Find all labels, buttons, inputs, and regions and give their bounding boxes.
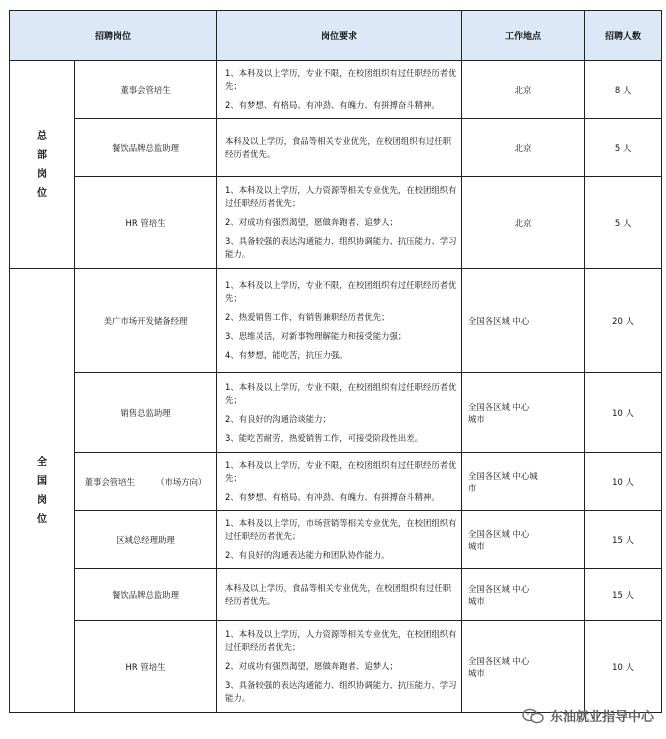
requirement-item: 2、热爱销售工作，有销售兼职经历者优先； xyxy=(225,312,390,322)
count-cell: 5 人 xyxy=(585,177,662,269)
position-cell: 餐饮品牌总监助理 xyxy=(75,119,217,177)
location-cell: 全国各区域 中心 城市 xyxy=(462,511,585,569)
requirements-cell xyxy=(217,373,462,453)
requirement-item: 1、本科及以上学历，人力资源等相关专业优先，在校团组织有过任职经历者优先； xyxy=(225,629,457,652)
requirements-cell xyxy=(217,569,462,621)
recruitment-table xyxy=(9,10,662,713)
requirements-cell xyxy=(217,621,462,713)
requirement-item: 2、有良好的沟通洽谈能力； xyxy=(225,413,331,424)
location-cell: 全国各区域 中心 xyxy=(462,269,585,373)
table-header-row xyxy=(10,11,662,61)
requirement-item: 2、有梦想、有格局、有冲劲、有魄力、有拼搏奋斗精神。 xyxy=(225,492,440,502)
count-cell: 5 人 xyxy=(585,119,662,177)
location-cell: 北京 xyxy=(462,177,585,269)
location-cell: 全国各区域 中心 城市 xyxy=(462,373,585,453)
position-cell: 区域总经理助理 xyxy=(75,511,217,569)
location-cell: 全国各区域 中心 城市 xyxy=(462,621,585,713)
header-position: 招聘岗位 xyxy=(10,11,217,61)
requirements-cell xyxy=(217,269,462,373)
requirements-cell xyxy=(217,511,462,569)
count-cell: 10 人 xyxy=(585,373,662,453)
requirement-item: 1、本科及以上学历，专业不限，在校团组织有过任职经历者优先； xyxy=(225,460,457,483)
table-row xyxy=(10,269,662,373)
requirement-item: 1、本科及以上学历，专业不限，在校团组织有过任职经历者优先； xyxy=(225,280,457,303)
requirement-item: 1、本科及以上学历，专业不限，在校团组织有过任职经历者优先； xyxy=(225,381,457,405)
position-cell: 董事会管培生 （市场方向） xyxy=(75,453,217,511)
table-row xyxy=(10,569,662,621)
watermark-text: 东油就业指导中心 xyxy=(549,710,654,725)
location-cell: 北京 xyxy=(462,61,585,119)
header-count: 招聘人数 xyxy=(585,11,662,61)
requirement-item: 1、本科及以上学历，专业不限，在校团组织有过任职经历者优先； xyxy=(225,68,457,91)
table-row xyxy=(10,177,662,269)
requirements-cell xyxy=(217,177,462,269)
count-cell: 15 人 xyxy=(585,569,662,621)
count-cell: 20 人 xyxy=(585,269,662,373)
table-row xyxy=(10,61,662,119)
group-label xyxy=(10,61,75,269)
requirements-cell xyxy=(217,453,462,511)
position-cell: 餐饮品牌总监助理 xyxy=(75,569,217,621)
requirement-item: 本科及以上学历，食品等相关专业优先，在校团组织有过任职经历者优先。 xyxy=(225,135,452,159)
group-label-text: 全 国 岗 位 xyxy=(37,456,47,525)
position-cell: HR 管培生 xyxy=(75,621,217,713)
wechat-icon xyxy=(522,708,544,724)
requirement-item: 3、具备较强的表达沟通能力、组织协调能力、抗压能力、学习能力。 xyxy=(225,236,457,259)
header-requirements: 岗位要求 xyxy=(217,11,462,61)
watermark xyxy=(522,706,654,725)
table-row xyxy=(10,511,662,569)
group-label xyxy=(10,269,75,713)
count-cell: 10 人 xyxy=(585,621,662,713)
requirement-item: 2、对成功有强烈渴望，愿做奔跑者、追梦人； xyxy=(225,217,398,227)
count-cell: 15 人 xyxy=(585,511,662,569)
table-row xyxy=(10,119,662,177)
requirement-item: 2、对成功有强烈渴望，愿做奔跑者、追梦人； xyxy=(225,661,398,671)
requirement-item: 本科及以上学历，食品等相关专业优先，在校团组织有过任职经历者优先。 xyxy=(225,582,452,606)
requirement-item: 3、思维灵活，对新事物理解能力和接受能力强； xyxy=(225,331,407,341)
position-cell: 销售总监助理 xyxy=(75,373,217,453)
location-cell: 北京 xyxy=(462,119,585,177)
count-cell: 8 人 xyxy=(585,61,662,119)
requirement-item: 4、有梦想，能吃苦，抗压力强。 xyxy=(225,350,348,360)
requirement-item: 1、本科及以上学历，人力资源等相关专业优先，在校团组织有过任职经历者优先； xyxy=(225,185,457,208)
table-row xyxy=(10,453,662,511)
table-body xyxy=(10,61,662,713)
requirement-item: 1、本科及以上学历，市场营销等相关专业优先，在校团组织有过任职经历者优先； xyxy=(225,518,457,541)
location-cell: 全国各区域 中心城 市 xyxy=(462,453,585,511)
table-row xyxy=(10,621,662,713)
position-cell: 董事会管培生 xyxy=(75,61,217,119)
requirement-item: 3、具备较强的表达沟通能力、组织协调能力、抗压能力、学习能力。 xyxy=(225,680,457,703)
position-cell: 美广市场开发储备经理 xyxy=(75,269,217,373)
group-label-text: 总 部 岗 位 xyxy=(37,130,47,199)
position-cell: HR 管培生 xyxy=(75,177,217,269)
requirement-item: 2、有梦想、有格局、有冲劲、有魄力、有拼搏奋斗精神。 xyxy=(225,100,440,110)
location-cell: 全国各区域 中心 城市 xyxy=(462,569,585,621)
header-location: 工作地点 xyxy=(462,11,585,61)
table-row xyxy=(10,373,662,453)
requirement-item: 2、有良好的沟通表达能力和团队协作能力。 xyxy=(225,550,390,560)
requirement-item: 3、能吃苦耐劳，热爱销售工作，可接受阶段性出差。 xyxy=(225,432,423,443)
requirements-cell xyxy=(217,119,462,177)
requirements-cell xyxy=(217,61,462,119)
count-cell: 10 人 xyxy=(585,453,662,511)
